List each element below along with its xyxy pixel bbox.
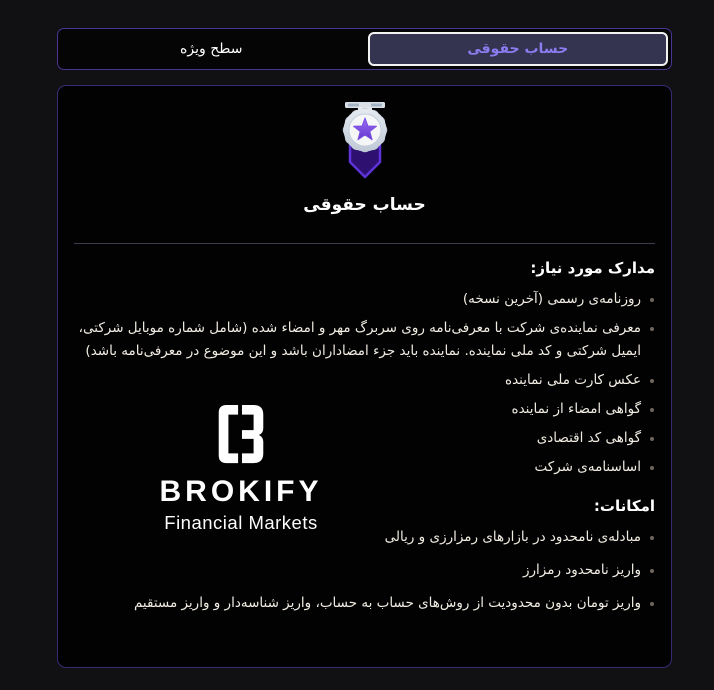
features-list [74,526,655,615]
list-item: معرفی نماینده‌ی شرکت با معرفی‌نامه روی سربرگ مهر و امضاء شده (شامل شماره موبایل شرکتی، ایمیل شرکتی و کد ملی نماینده. نماینده باید جزء امضاداران باشد و این موضوع در معرفی‌نامه باشد) [74,317,655,363]
list-item: واریز نامحدود رمزارز [74,559,655,582]
brokify-logo-tagline: Financial Markets [164,512,318,533]
list-item: عکس کارت ملی نماینده [74,369,655,392]
list-item: گواهی امضاء از نماینده [74,398,655,421]
list-item: واریز تومان بدون محدودیت از روش‌های حساب به حساب، واریز شناسه‌دار و واریز مستقیم [74,592,655,615]
tab-legal-account[interactable]: حساب حقوقی [368,32,669,66]
list-item: گواهی کد اقتصادی [74,427,655,450]
tab-special-level[interactable]: سطح ویژه [180,41,243,57]
list-item: روزنامه‌ی رسمی (آخرین نسخه) [74,288,655,311]
list-item: اساسنامه‌ی شرکت [74,456,655,479]
brokify-logo [146,402,336,534]
divider [74,243,655,244]
card-title: حساب حقوقی [303,195,426,215]
list-item: مبادله‌ی نامحدود در بازارهای رمزارزی و ریالی [74,526,655,549]
medal-star-badge-icon [329,100,401,188]
docs-heading: مدارک مورد نیاز: [530,259,655,277]
brokify-logo-mark-icon [210,402,272,466]
account-type-tabbar [57,28,672,70]
legal-account-card [57,85,672,668]
brokify-logo-name: BROKIFY [159,475,323,508]
features-heading: امکانات: [593,497,655,515]
